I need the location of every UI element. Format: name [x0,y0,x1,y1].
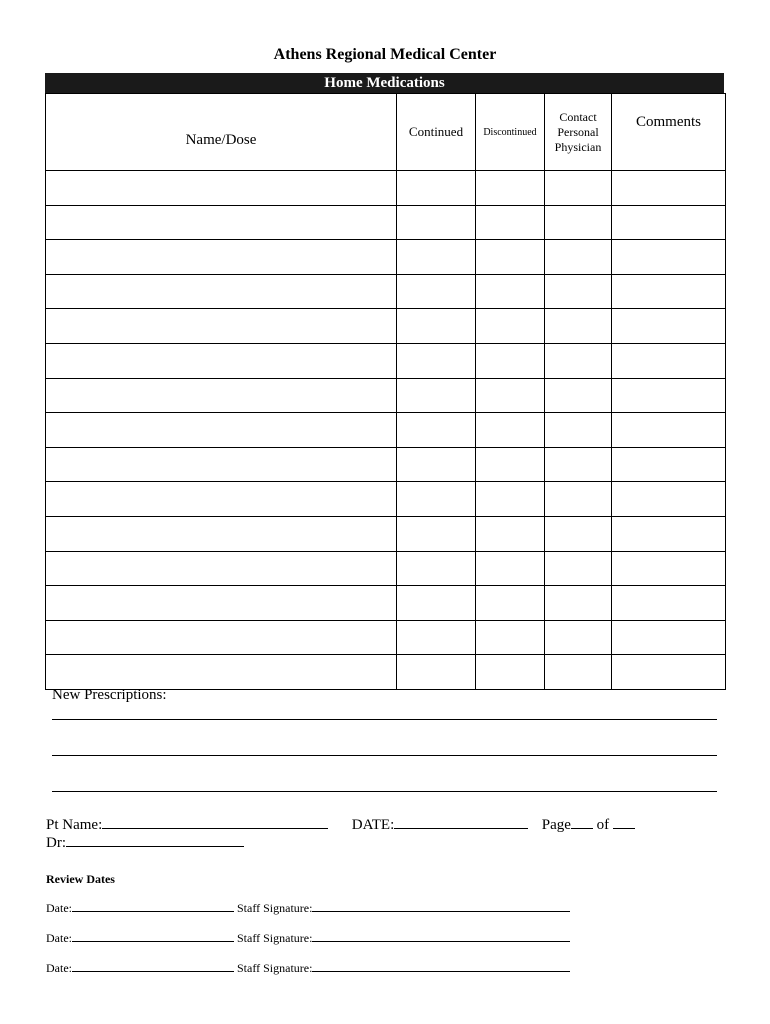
contact-physician-cell[interactable] [545,482,612,517]
pt-name-field[interactable] [102,814,328,829]
table-header-row [46,94,726,171]
continued-cell[interactable] [397,240,476,275]
discontinued-cell[interactable] [476,205,545,240]
comments-cell[interactable] [612,378,726,413]
contact-physician-cell[interactable] [545,378,612,413]
comments-cell[interactable] [612,171,726,206]
table-row [46,620,726,655]
continued-cell[interactable] [397,655,476,690]
table-row [46,447,726,482]
staff-signature-label: Staff Signature: [237,901,313,915]
comments-cell[interactable] [612,482,726,517]
contact-physician-cell[interactable] [545,274,612,309]
staff-signature-label: Staff Signature: [237,931,313,945]
medications-table [45,93,726,690]
page-number-field[interactable] [571,814,593,829]
name-dose-cell[interactable] [46,655,397,690]
comments-cell[interactable] [612,205,726,240]
comments-cell[interactable] [612,447,726,482]
column-header-continued: Continued [397,94,476,171]
contact-physician-cell[interactable] [545,343,612,378]
staff-signature-field[interactable] [312,900,570,912]
discontinued-cell[interactable] [476,240,545,275]
name-dose-cell[interactable] [46,240,397,275]
continued-cell[interactable] [397,378,476,413]
name-dose-cell[interactable] [46,447,397,482]
contact-physician-cell[interactable] [545,240,612,275]
name-dose-cell[interactable] [46,309,397,344]
review-dates-heading: Review Dates [46,872,115,886]
column-header-name-dose: Name/Dose [46,94,397,171]
name-dose-cell[interactable] [46,343,397,378]
staff-signature-field[interactable] [312,930,570,942]
comments-cell[interactable] [612,413,726,448]
contact-physician-cell[interactable] [545,620,612,655]
discontinued-cell[interactable] [476,620,545,655]
form-title: Athens Regional Medical Center [273,46,497,63]
review-date-label: Date: [46,961,72,975]
discontinued-cell[interactable] [476,655,545,690]
date-field[interactable] [394,814,528,829]
dr-field[interactable] [66,832,244,847]
comments-cell[interactable] [612,551,726,586]
continued-cell[interactable] [397,482,476,517]
continued-cell[interactable] [397,586,476,621]
column-header-comments: Comments [612,94,726,171]
page-total-field[interactable] [613,814,635,829]
date-label: DATE: [351,817,395,833]
review-date-field[interactable] [72,930,234,942]
comments-cell[interactable] [612,620,726,655]
contact-physician-cell[interactable] [545,447,612,482]
contact-label-line2: Personal [557,124,599,139]
continued-cell[interactable] [397,309,476,344]
new-prescriptions-label: New Prescriptions: [52,687,167,703]
patient-info-row [46,814,635,834]
table-row [46,205,726,240]
continued-cell[interactable] [397,447,476,482]
review-row [46,960,570,976]
table-row [46,240,726,275]
name-dose-cell[interactable] [46,413,397,448]
continued-cell[interactable] [397,343,476,378]
continued-cell[interactable] [397,551,476,586]
continued-cell[interactable] [397,620,476,655]
prescription-line[interactable] [52,755,717,756]
continued-cell[interactable] [397,205,476,240]
discontinued-cell[interactable] [476,309,545,344]
table-row [46,309,726,344]
contact-physician-cell[interactable] [545,309,612,344]
review-row [46,900,570,916]
continued-cell[interactable] [397,274,476,309]
contact-physician-cell[interactable] [545,171,612,206]
name-dose-cell[interactable] [46,274,397,309]
staff-signature-field[interactable] [312,960,570,972]
table-row [46,171,726,206]
contact-physician-cell[interactable] [545,205,612,240]
prescription-line[interactable] [52,791,717,792]
section-header: Home Medications [45,73,724,93]
review-date-field[interactable] [72,960,234,972]
table-row [46,516,726,551]
table-row [46,378,726,413]
name-dose-cell[interactable] [46,205,397,240]
discontinued-cell[interactable] [476,413,545,448]
contact-physician-cell[interactable] [545,586,612,621]
prescription-line[interactable] [52,719,717,720]
dr-label: Dr: [46,835,66,851]
table-row [46,413,726,448]
table-row [46,482,726,517]
discontinued-cell[interactable] [476,482,545,517]
review-date-label: Date: [46,931,72,945]
discontinued-cell[interactable] [476,343,545,378]
discontinued-cell[interactable] [476,586,545,621]
name-dose-cell[interactable] [46,516,397,551]
table-row [46,586,726,621]
comments-cell[interactable] [612,516,726,551]
review-row [46,930,570,946]
table-row [46,551,726,586]
continued-cell[interactable] [397,413,476,448]
staff-signature-label: Staff Signature: [237,961,313,975]
continued-cell[interactable] [397,516,476,551]
pt-name-label: Pt Name: [46,817,103,833]
contact-physician-cell[interactable] [545,551,612,586]
discontinued-cell[interactable] [476,378,545,413]
name-dose-cell[interactable] [46,482,397,517]
table-row [46,655,726,690]
contact-physician-cell[interactable] [545,516,612,551]
name-dose-cell[interactable] [46,378,397,413]
discontinued-cell[interactable] [476,171,545,206]
discontinued-cell[interactable] [476,447,545,482]
column-header-contact-physician [545,94,612,171]
column-header-discontinued: Discontinued [476,94,545,171]
of-label: of [596,817,610,833]
review-date-label: Date: [46,901,72,915]
discontinued-cell[interactable] [476,516,545,551]
discontinued-cell[interactable] [476,274,545,309]
review-date-field[interactable] [72,900,234,912]
comments-cell[interactable] [612,343,726,378]
page-label: Page [541,817,571,833]
table-row [46,343,726,378]
contact-physician-cell[interactable] [545,655,612,690]
name-dose-cell[interactable] [46,620,397,655]
doctor-row [46,832,244,852]
continued-cell[interactable] [397,171,476,206]
comments-cell[interactable] [612,274,726,309]
contact-physician-cell[interactable] [545,413,612,448]
discontinued-cell[interactable] [476,551,545,586]
name-dose-cell[interactable] [46,586,397,621]
comments-cell[interactable] [612,655,726,690]
contact-label-line3: Physician [554,139,602,154]
table-row [46,274,726,309]
contact-label-line1: Contact [559,109,597,124]
name-dose-cell[interactable] [46,551,397,586]
comments-cell[interactable] [612,586,726,621]
comments-cell[interactable] [612,309,726,344]
comments-cell[interactable] [612,240,726,275]
name-dose-cell[interactable] [46,171,397,206]
